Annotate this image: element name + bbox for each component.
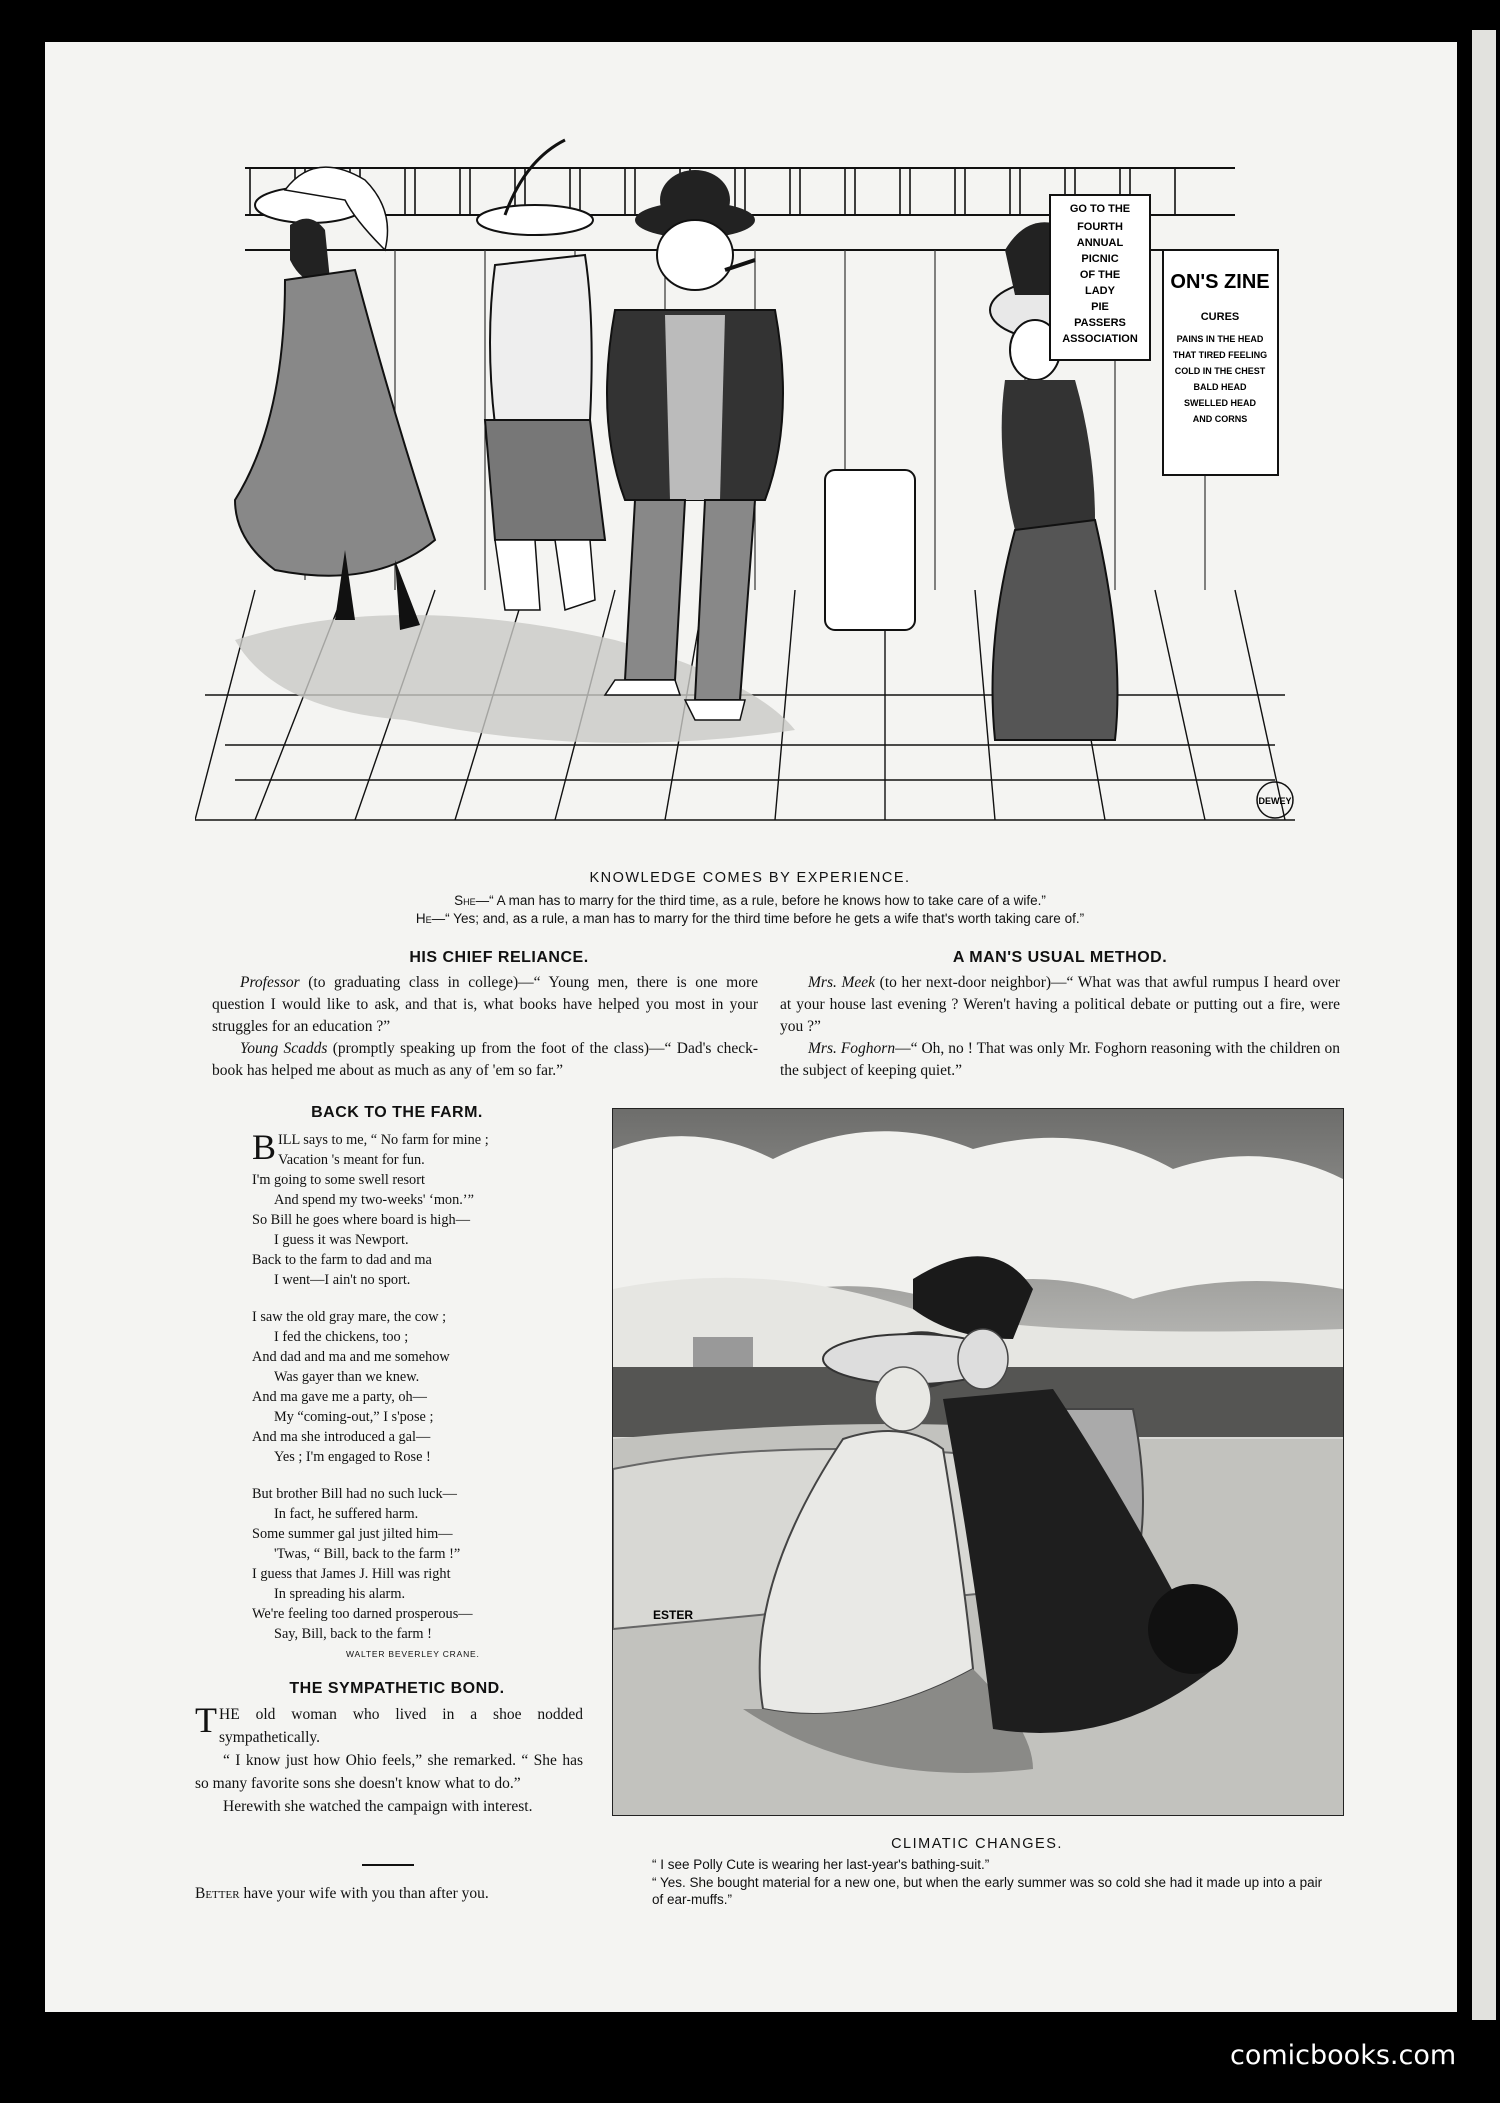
cartoon-title: KNOWLEDGE COMES BY EXPERIENCE. [589, 870, 911, 886]
poem-line: I'm going to some swell resort [252, 1172, 425, 1188]
illustration-caption-1: “ I see Polly Cute is wearing her last-year's bathing-suit.” [652, 1857, 990, 1872]
speaker: Young Scadds [240, 1040, 328, 1057]
poem-line: I went—I ain't no sport. [274, 1272, 411, 1288]
poem-line: And dad and ma and me somehow [252, 1349, 450, 1365]
poem-line: And ma gave me a party, oh— [252, 1389, 427, 1405]
sign-cures-item: THAT TIRED FEELING [1172, 350, 1268, 360]
heading-usual-method: A MAN'S USUAL METHOD. [952, 949, 1168, 966]
poem-line-text: ILL says to me, “ No farm for mine ; [278, 1132, 489, 1148]
illustration-title: CLIMATIC CHANGES. [891, 1836, 1063, 1852]
poem-line: And ma she introduced a gal— [252, 1429, 431, 1445]
speaker: Professor [240, 974, 300, 991]
sign-picnic-line: GO TO THE [1069, 203, 1131, 215]
paragraph-text: have your wife with you than after you. [239, 1885, 489, 1902]
paragraph-text: (promptly speaking up from the foot of the class)—“ Dad's check-book has helped me about as much as any of 'em so far.” [212, 1040, 759, 1079]
drop-cap: B [252, 1127, 277, 1167]
sign-cures-item: SWELLED HEAD [1184, 398, 1256, 408]
poem-line: We're feeling too darned prosperous— [252, 1606, 473, 1622]
illustration-signature: ESTER [653, 1608, 694, 1622]
sign-picnic-line: OF THE [1079, 269, 1121, 281]
heading-back-to-the-farm: BACK TO THE FARM. [311, 1104, 483, 1121]
caption-line-she: —“ A man has to marry for the third time, as a rule, before he knows how to take care of a wife.” [475, 893, 1046, 908]
cartoon-caption-he [0, 911, 1500, 926]
heading-sympathetic-bond: THE SYMPATHETIC BOND. [289, 1680, 505, 1697]
paragraph [212, 972, 758, 1038]
next-page-edge [1472, 30, 1496, 2020]
poem-line: Was gayer than we knew. [274, 1369, 420, 1385]
sign-picnic-line: ASSOCIATION [1062, 333, 1138, 345]
caption-line-he: —“ Yes; and, as a rule, a man has to marry for the third time before he gets a wife that's worth taking care of.” [431, 911, 1085, 926]
poem-line: Back to the farm to dad and ma [252, 1252, 432, 1268]
sign-picnic-line: ANNUAL [1076, 237, 1124, 249]
paragraph-text: HE old woman who lived in a shoe nodded sympathetically. [219, 1706, 583, 1746]
paragraph-text: (to graduating class in college)—“ Young men, there is one more question I would like to ask, and that is, what books have helped you most in your struggles for an education ?” [212, 974, 758, 1035]
poem-line: Some summer gal just jilted him— [252, 1526, 453, 1542]
illustration-caption-2: “ Yes. She bought material for a new one, but when the early summer was so cold she had it made up into a pair of ear-muffs.” [652, 1875, 1323, 1907]
poem-back-to-the-farm [252, 1127, 552, 1644]
site-watermark: comicbooks.com [1230, 2040, 1457, 2071]
paragraph [195, 1883, 595, 1905]
sign-cures-item: PAINS IN THE HEAD [1176, 334, 1264, 344]
paragraph [212, 1038, 758, 1082]
sign-picnic-line: PICNIC [1081, 253, 1119, 265]
cartoon-knowledge-illustration [195, 120, 1295, 850]
first-word: Better [195, 1885, 240, 1902]
poem-line: I fed the chickens, too ; [274, 1329, 409, 1345]
heading-chief-reliance: HIS CHIEF RELIANCE. [409, 949, 589, 966]
sign-picnic-line: PIE [1091, 301, 1109, 313]
sign-cures-item: COLD IN THE CHEST [1174, 366, 1266, 376]
poem-line: My “coming-out,” I s'pose ; [274, 1409, 434, 1425]
sign-picnic-line: FOURTH [1077, 221, 1123, 233]
poem-line: And spend my two-weeks' ‘mon.’” [274, 1192, 474, 1208]
article-usual-method [780, 972, 1340, 1082]
speaker-he: He [415, 911, 432, 926]
paragraph [195, 1700, 583, 1749]
article-sympathetic-bond [195, 1700, 583, 1818]
sign-cures-item: AND CORNS [1192, 414, 1248, 424]
article-chief-reliance [212, 972, 758, 1082]
drop-cap: T [195, 1700, 217, 1740]
cartoon-caption-she [0, 893, 1500, 908]
poem-line: In fact, he suffered harm. [274, 1506, 419, 1522]
paragraph [780, 972, 1340, 1038]
paragraph-text: (to her next-door neighbor)—“ What was that awful rumpus I heard over at your house last evening ? Weren't having a political debate or putting out a fire, were you ?” [780, 974, 1340, 1035]
cartoon-signature: DEWEY [1258, 796, 1292, 806]
joke-better [195, 1883, 595, 1905]
paragraph: “ I know just how Ohio feels,” she remarked. “ She has so many favorite sons she doesn't know what to do.” [195, 1752, 583, 1792]
speaker-she: She [454, 893, 476, 908]
poem-line: But brother Bill had no such luck— [252, 1486, 457, 1502]
poem-line: Say, Bill, back to the farm ! [274, 1626, 432, 1642]
sign-picnic-line: PASSERS [1074, 317, 1126, 329]
poem-line: I saw the old gray mare, the cow ; [252, 1309, 447, 1325]
poem-line: Vacation 's meant for fun. [278, 1152, 425, 1168]
sign-cures-item: BALD HEAD [1193, 382, 1247, 392]
paragraph: Herewith she watched the campaign with interest. [223, 1798, 533, 1815]
poem-line: I guess it was Newport. [274, 1232, 409, 1248]
divider-rule [362, 1864, 414, 1866]
sign-picnic-line: LADY [1085, 285, 1115, 297]
poem-line: In spreading his alarm. [274, 1586, 406, 1602]
sign-cures-title: CURES [1200, 311, 1240, 323]
speaker: Mrs. Meek [808, 974, 876, 991]
poem-line: 'Twas, “ Bill, back to the farm !” [274, 1546, 461, 1562]
illustration-climatic-changes [612, 1108, 1344, 1816]
poem-line: So Bill he goes where board is high— [252, 1212, 470, 1228]
sign-cures-heading: ON'S ZINE [1170, 271, 1270, 293]
paragraph-text: —“ Oh, no ! That was only Mr. Foghorn reasoning with the children on the subject of keeping quiet.” [780, 1040, 1340, 1079]
poem-author: WALTER BEVERLEY CRANE. [346, 1649, 480, 1659]
speaker: Mrs. Foghorn [808, 1040, 896, 1057]
poem-line: Yes ; I'm engaged to Rose ! [274, 1449, 431, 1465]
poem-line: I guess that James J. Hill was right [252, 1566, 451, 1582]
paragraph [780, 1038, 1340, 1082]
